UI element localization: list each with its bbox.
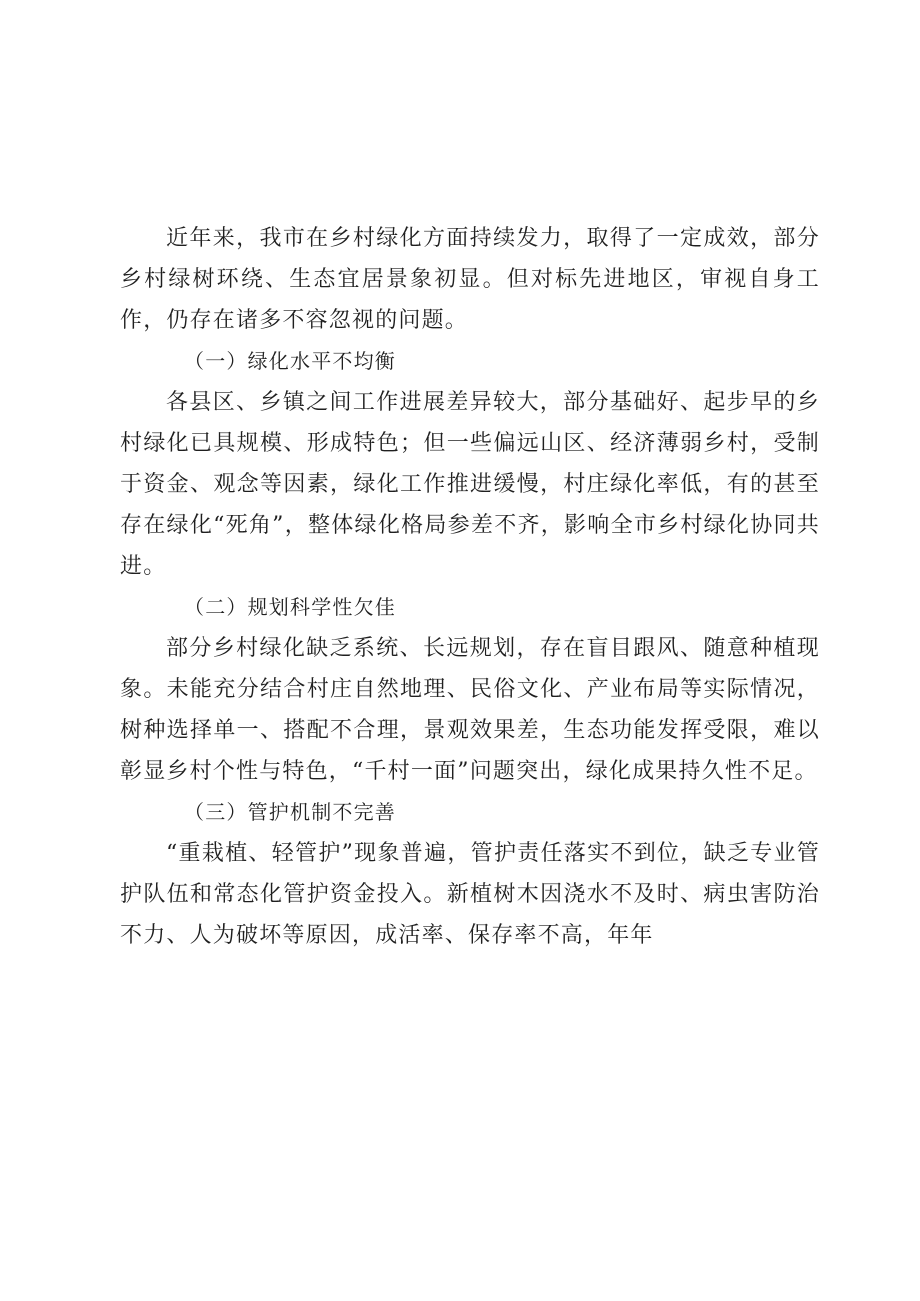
section-1-paragraph: 各县区、乡镇之间工作进展差异较大，部分基础好、起步早的乡村绿化已具规模、形成特色；但一些偏远山区、经济薄弱乡村，受制于资金、观念等因素，绿化工作推进缓慢，村庄绿化率低，有的甚至存在绿化“死角”，整体绿化格局参差不齐，影响全市乡村绿化协同共进。 bbox=[120, 390, 820, 579]
section-3-paragraph: “重栽植、轻管护”现象普遍，管护责任落实不到位，缺乏专业管护队伍和常态化管护资金投入。新植树木因浇水不及时、病虫害防治不力、人为破坏等原因，成活率、保存率不高，年年 bbox=[120, 841, 820, 948]
intro-paragraph: 近年来，我市在乡村绿化方面持续发力，取得了一定成效，部分乡村绿树环绕、生态宜居景象初显。但对标先进地区，审视自身工作，仍存在诸多不容忽视的问题。 bbox=[120, 226, 820, 333]
section-2-paragraph: 部分乡村绿化缺乏系统、长远规划，存在盲目跟风、随意种植现象。未能充分结合村庄自然地理、民俗文化、产业布局等实际情况，树种选择单一、搭配不合理，景观效果差，生态功能发挥受限，难以彰显乡村个性与特色，“千村一面”问题突出，绿化成果持久性不足。 bbox=[120, 636, 820, 784]
section-heading-3: （三）管护机制不完善 bbox=[184, 800, 396, 824]
section-heading-2: （二）规划科学性欠佳 bbox=[184, 595, 396, 619]
document-body bbox=[120, 218, 820, 956]
section-heading-1: （一）绿化水平不均衡 bbox=[184, 349, 396, 373]
